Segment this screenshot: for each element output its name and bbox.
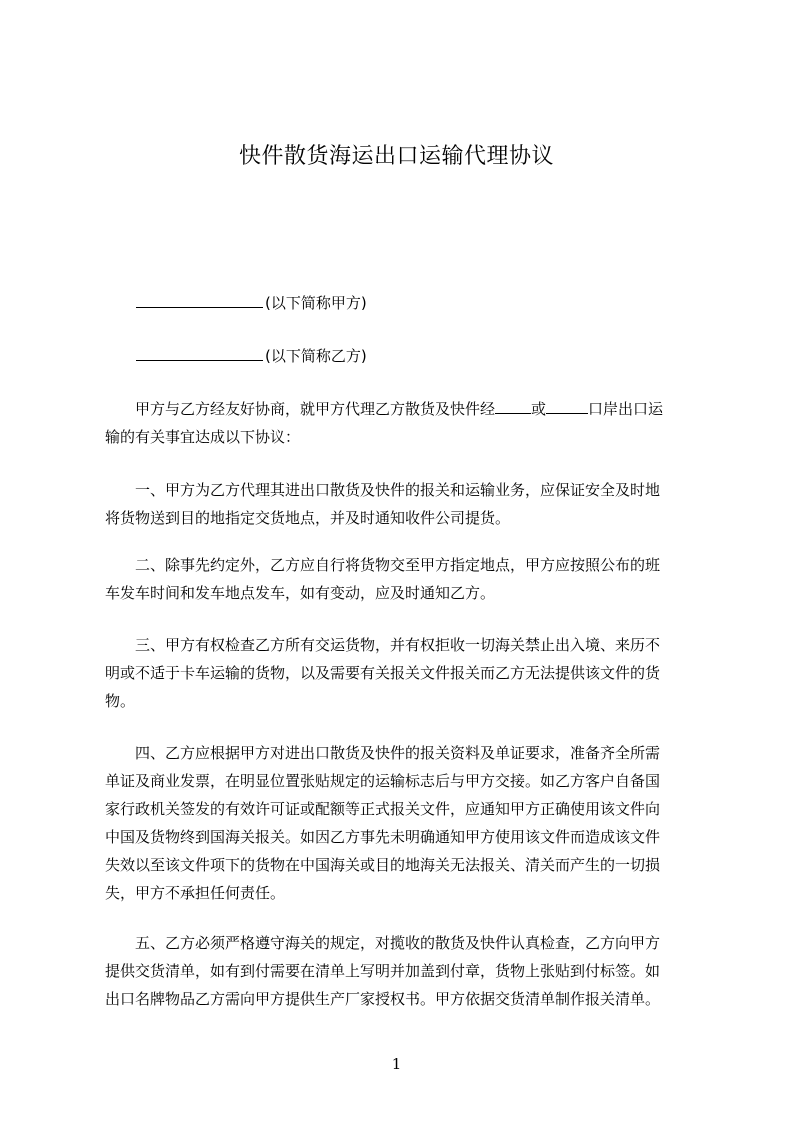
intro-or-text: 或 <box>531 400 547 418</box>
clause-line: 物。 <box>105 692 136 710</box>
clause-line: 四、乙方应根据甲方对进出口散货及快件的报关资料及单证要求，准备齐全所需 <box>105 744 661 762</box>
intro-line <box>105 395 701 423</box>
page-number: 1 <box>391 1055 402 1073</box>
clause-line: 明或不适于卡车运输的货物，以及需要有关报关文件报关而乙方无法提供该文件的货 <box>105 664 661 682</box>
party-a-blank <box>136 290 263 308</box>
party-b-line <box>136 343 367 368</box>
clause-1 <box>105 476 701 532</box>
clause-4 <box>105 739 701 907</box>
clause-2 <box>105 551 701 607</box>
clause-line: 提供交货清单，如有到付需要在清单上写明并加盖到付章，货物上张贴到付标签。如 <box>105 962 661 980</box>
port-blank-2 <box>546 397 588 414</box>
clause-line: 中国及货物终到国海关报关。如因乙方事先未明确通知甲方使用该文件而造成该文件 <box>105 828 661 846</box>
party-b-label: (以下简称乙方) <box>265 347 367 365</box>
intro-text: 口岸出口运 <box>588 400 664 418</box>
intro-line: 输的有关事宜达成以下协议： <box>105 428 301 446</box>
clause-5 <box>105 929 701 1013</box>
clause-line: 二、除事先约定外，乙方应自行将货物交至甲方指定地点，甲方应按照公布的班 <box>105 556 661 574</box>
intro-paragraph <box>105 395 701 451</box>
clause-line: 一、甲方为乙方代理其进出口散货及快件的报关和运输业务，应保证安全及时地 <box>105 481 661 499</box>
clause-line: 失，甲方不承担任何责任。 <box>105 884 286 902</box>
clause-line: 三、甲方有权检查乙方所有交运货物，并有权拒收一切海关禁止出入境、来历不 <box>105 636 661 654</box>
party-a-label: (以下简称甲方) <box>265 294 367 312</box>
party-a-line <box>136 290 367 315</box>
clause-line: 家行政机关签发的有效许可证或配额等正式报关文件，应通知甲方正确使用该文件向 <box>105 800 661 818</box>
clause-3 <box>105 631 701 715</box>
clause-line: 车发车时间和发车地点发车，如有变动，应及时通知乙方。 <box>105 584 496 602</box>
document-title: 快件散货海运出口运输代理协议 <box>238 144 554 169</box>
port-blank-1 <box>495 397 531 414</box>
intro-text: 甲方与乙方经友好协商，就甲方代理乙方散货及快件经 <box>105 400 496 418</box>
clause-line: 失效以至该文件项下的货物在中国海关或目的地海关无法报关、清关而产生的一切损 <box>105 856 661 874</box>
clause-line: 将货物送到目的地指定交货地点，并及时通知收件公司提货。 <box>105 509 511 527</box>
clause-line: 单证及商业发票，在明显位置张贴规定的运输标志后与甲方交接。如乙方客户自备国 <box>105 772 661 790</box>
party-b-blank <box>136 343 263 361</box>
clause-line: 出口名牌物品乙方需向甲方提供生产厂家授权书。甲方依据交货清单制作报关清单。 <box>105 990 661 1008</box>
clause-line: 五、乙方必须严格遵守海关的规定，对揽收的散货及快件认真检查，乙方向甲方 <box>105 934 661 952</box>
